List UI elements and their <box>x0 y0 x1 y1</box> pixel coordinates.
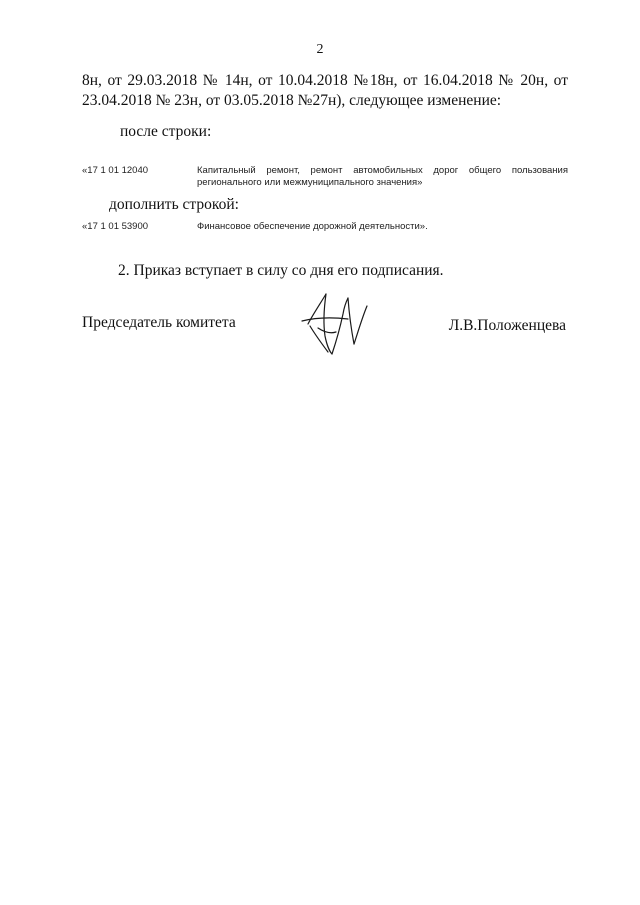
intro-line-2: 23.04.2018 № 23н, от 03.05.2018 №27н), следующее изменение: <box>82 92 502 109</box>
budget-code-description-line-1: Капитальный ремонт, ремонт автомобильных дорог общего пользования <box>197 165 568 176</box>
budget-code: «17 1 01 53900 <box>82 221 149 232</box>
order-effect-clause: 2. Приказ вступает в силу со дня его подписания. <box>118 262 444 279</box>
budget-code-description-line-2: регионального или межмуниципального значения» <box>197 177 423 188</box>
intro-line-1: 8н, от 29.03.2018 № 14н, от 10.04.2018 №18н, от 16.04.2018 № 20н, от <box>82 72 568 89</box>
budget-code-row-existing <box>82 165 568 191</box>
signer-title: Председатель комитета <box>82 314 236 331</box>
budget-code: «17 1 01 12040 <box>82 165 149 176</box>
after-line-label: после строки: <box>120 123 212 140</box>
budget-code-description <box>197 221 568 233</box>
intro-paragraph <box>82 71 568 111</box>
handwritten-signature <box>296 288 376 358</box>
budget-code-row-new <box>82 221 568 235</box>
budget-code-description-line-1: Финансовое обеспечение дорожной деятельности». <box>197 221 428 232</box>
page-number: 2 <box>316 42 324 57</box>
budget-code-description <box>197 165 568 189</box>
add-line-label: дополнить строкой: <box>109 196 239 213</box>
signer-name: Л.В.Положенцева <box>448 317 566 334</box>
